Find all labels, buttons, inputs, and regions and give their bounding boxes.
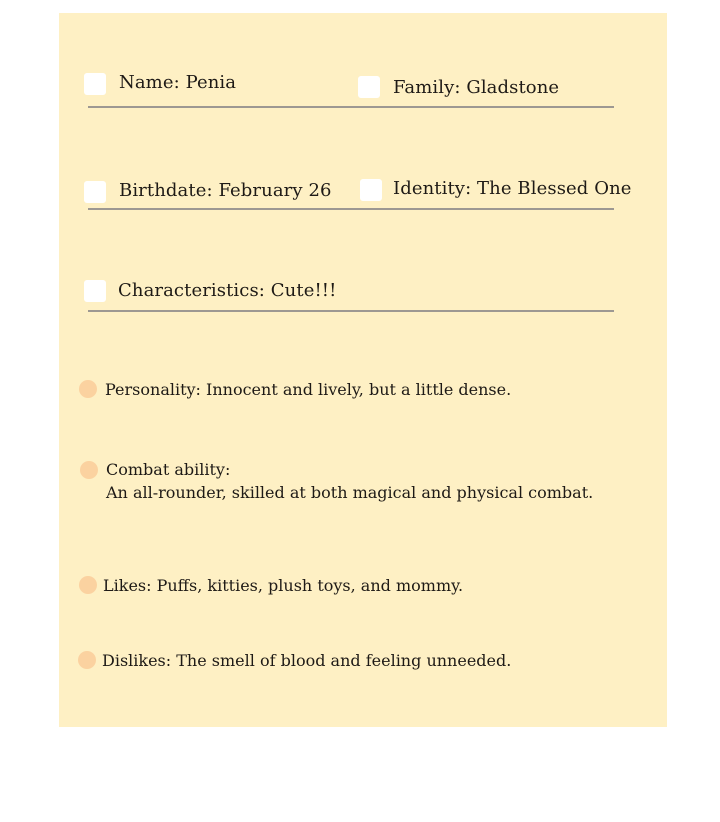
dislikes-text: Dislikes: The smell of blood and feeling unneeded. <box>102 651 512 670</box>
bullet-dot <box>80 461 98 479</box>
divider-line <box>88 208 614 210</box>
identity-field: Identity: The Blessed One <box>393 178 632 199</box>
characteristics-checkbox[interactable] <box>84 280 106 302</box>
bullet-dot <box>79 380 97 398</box>
family-field: Family: Gladstone <box>393 77 560 98</box>
birthdate-field: Birthdate: February 26 <box>119 180 332 201</box>
divider-line <box>88 106 614 108</box>
profile-card <box>59 13 667 727</box>
name-checkbox[interactable] <box>84 73 106 95</box>
combat-ability-text: An all-rounder, skilled at both magical and physical combat. <box>106 483 594 502</box>
birthdate-checkbox[interactable] <box>84 181 106 203</box>
family-checkbox[interactable] <box>358 76 380 98</box>
characteristics-field: Characteristics: Cute!!! <box>118 280 337 301</box>
name-field: Name: Penia <box>119 72 237 93</box>
combat-ability-title: Combat ability: <box>106 460 231 479</box>
personality-text: Personality: Innocent and lively, but a little dense. <box>105 380 512 399</box>
divider-line <box>88 310 614 312</box>
bullet-dot <box>78 651 96 669</box>
likes-text: Likes: Puffs, kitties, plush toys, and mommy. <box>103 576 464 595</box>
bullet-dot <box>79 576 97 594</box>
identity-checkbox[interactable] <box>360 179 382 201</box>
